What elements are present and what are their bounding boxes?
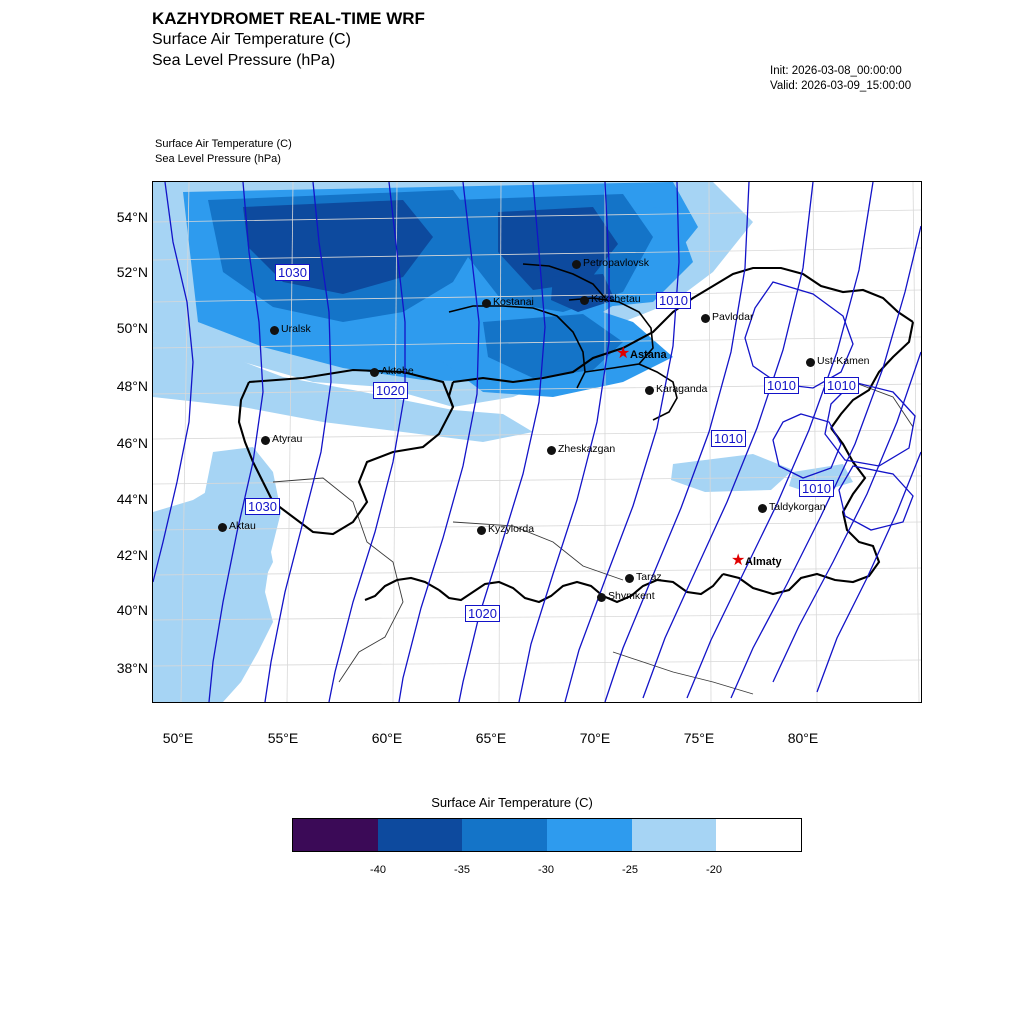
- city-dot: [270, 326, 279, 335]
- x-tick-75E: 75°E: [683, 730, 715, 746]
- city-dot: [482, 299, 491, 308]
- subtitle-temperature: Surface Air Temperature (C): [152, 31, 351, 48]
- x-tick-80E: 80°E: [787, 730, 819, 746]
- city-label: Ust-Kamen: [817, 355, 870, 367]
- colorbar-tick--40: -40: [370, 864, 386, 876]
- city-label: Taraz: [636, 571, 662, 583]
- colorbar-swatch-2: [462, 819, 547, 851]
- city-label: Kyzylorda: [488, 523, 535, 535]
- city-label: Atyrau: [272, 433, 303, 445]
- isobar-label: 1010: [764, 377, 799, 394]
- capital-label: Astana: [630, 349, 667, 361]
- city-dot: [597, 593, 606, 602]
- city-label: Taldykorgan: [769, 501, 826, 513]
- colorbar-tick--35: -35: [454, 864, 470, 876]
- x-tick-65E: 65°E: [475, 730, 507, 746]
- isobar-label: 1020: [373, 382, 408, 399]
- x-tick-55E: 55°E: [267, 730, 299, 746]
- run-metadata: [770, 64, 911, 94]
- city-dot: [477, 526, 486, 535]
- city-label: Kokshetau: [591, 293, 641, 305]
- title-block: [152, 8, 425, 71]
- y-tick-44N: 44°N: [116, 491, 148, 507]
- colorbar-tick--20: -20: [706, 864, 722, 876]
- isobar-label: 1030: [245, 498, 280, 515]
- city-label: Shymkent: [608, 590, 655, 602]
- subtitle-pressure: Sea Level Pressure (hPa): [152, 52, 336, 69]
- x-tick-50E: 50°E: [162, 730, 194, 746]
- city-label: Kostanai: [493, 296, 534, 308]
- colorbar-swatch-4: [632, 819, 717, 851]
- colorbar-title: Surface Air Temperature (C): [431, 795, 593, 810]
- isobar-label: 1030: [275, 264, 310, 281]
- city-dot: [806, 358, 815, 367]
- init-time: Init: 2026-03-08_00:00:00: [770, 65, 902, 77]
- city-dot: [218, 523, 227, 532]
- isobar-label: 1010: [824, 377, 859, 394]
- city-dot: [625, 574, 634, 583]
- valid-time: Valid: 2026-03-09_15:00:00: [770, 80, 912, 92]
- temperature-shading: [153, 182, 853, 494]
- y-tick-54N: 54°N: [116, 209, 148, 225]
- isobar-label: 1010: [656, 292, 691, 309]
- x-tick-70E: 70°E: [579, 730, 611, 746]
- page-title: KAZHYDROMET REAL-TIME WRF: [152, 9, 425, 28]
- y-tick-40N: 40°N: [116, 602, 148, 618]
- y-tick-48N: 48°N: [116, 378, 148, 394]
- isobar-label: 1020: [465, 605, 500, 622]
- city-dot: [580, 296, 589, 305]
- colorbar-swatch-5: [716, 819, 801, 851]
- y-tick-46N: 46°N: [116, 435, 148, 451]
- x-tick-60E: 60°E: [371, 730, 403, 746]
- colorbar-swatch-0: [293, 819, 378, 851]
- colorbar-swatch-1: [378, 819, 463, 851]
- city-label: Aktau: [229, 520, 256, 532]
- isobar-label: 1010: [711, 430, 746, 447]
- city-dot: [261, 436, 270, 445]
- field-legend: [155, 137, 292, 167]
- y-tick-38N: 38°N: [116, 660, 148, 676]
- isobar-label: 1010: [799, 480, 834, 497]
- city-label: Zheskazgan: [558, 443, 616, 455]
- colorbar: [292, 818, 802, 852]
- city-dot: [370, 368, 379, 377]
- city-dot: [572, 260, 581, 269]
- field-legend-temperature: Surface Air Temperature (C): [155, 138, 292, 150]
- city-dot: [645, 386, 654, 395]
- city-label: Karaganda: [656, 383, 708, 395]
- city-dot: [758, 504, 767, 513]
- field-legend-pressure: Sea Level Pressure (hPa): [155, 153, 281, 165]
- y-tick-50N: 50°N: [116, 320, 148, 336]
- colorbar-swatch-3: [547, 819, 632, 851]
- city-label: Petropavlovsk: [583, 257, 649, 269]
- city-label: Uralsk: [281, 323, 311, 335]
- city-label: Aktobe: [381, 365, 414, 377]
- colorbar-tick--30: -30: [538, 864, 554, 876]
- star-icon: ★: [616, 345, 631, 362]
- colorbar-tick--25: -25: [622, 864, 638, 876]
- y-tick-52N: 52°N: [116, 264, 148, 280]
- capital-label: Almaty: [745, 556, 782, 568]
- star-icon: ★: [731, 552, 746, 569]
- city-dot: [547, 446, 556, 455]
- city-label: Pavlodar: [712, 311, 754, 323]
- y-tick-42N: 42°N: [116, 547, 148, 563]
- city-dot: [701, 314, 710, 323]
